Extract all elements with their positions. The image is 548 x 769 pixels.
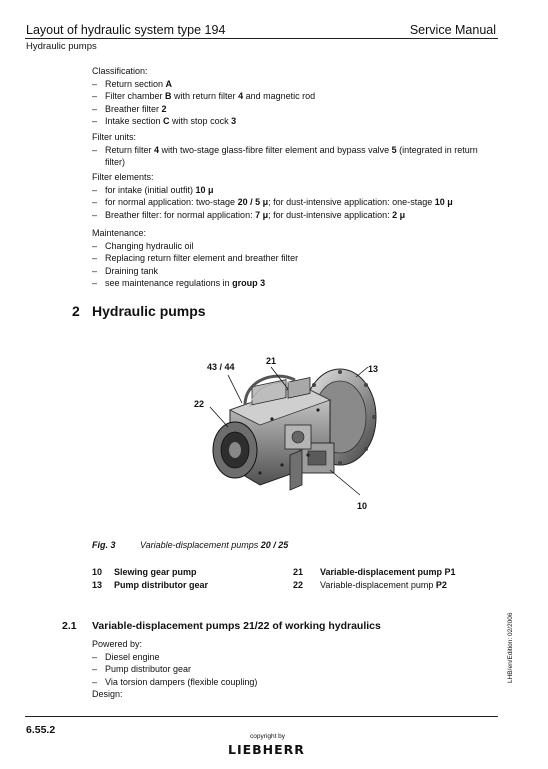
classification-label: Classification: xyxy=(92,66,148,76)
header-divider xyxy=(25,38,498,39)
copyright-text: copyright by xyxy=(250,733,286,740)
filter-elements-block xyxy=(92,171,497,221)
classification-list xyxy=(92,78,497,128)
manual-label: Service Manual xyxy=(409,23,496,37)
list-item: – Breather filter: for normal application: 7 μ; for dust-intensive application: 2 μ xyxy=(92,209,497,222)
legend-item: 10 Slewing gear pump xyxy=(92,567,197,577)
list-item: – Pump distributor gear xyxy=(92,663,497,676)
callout-21: 21 xyxy=(266,356,277,366)
powered-by-block xyxy=(92,638,497,701)
classification-block xyxy=(92,65,497,128)
subsection-heading xyxy=(62,620,381,632)
figure-caption xyxy=(92,540,288,550)
list-item: – Replacing return filter element and breather filter xyxy=(92,252,497,265)
filter-elements-label: Filter elements: xyxy=(92,172,154,182)
list-item: – Intake section C with stop cock 3 xyxy=(92,115,497,128)
brand-logo: LIEBHERR xyxy=(228,742,305,757)
filter-units-block xyxy=(92,131,497,169)
powered-by-label: Powered by: xyxy=(92,639,143,649)
maintenance-block xyxy=(92,227,497,290)
list-item: – Filter chamber B with return filter 4 and magnetic rod xyxy=(92,90,497,103)
hydraulic-pump-illustration xyxy=(190,355,390,510)
section-title: Hydraulic pumps xyxy=(92,303,206,319)
list-item: – see maintenance regulations in group 3 xyxy=(92,277,497,290)
figure-caption-text: Variable-displacement pumps xyxy=(140,540,261,550)
callout-43-44: 43 / 44 xyxy=(207,362,235,372)
list-item: – for normal application: two-stage 20 / 5 μ; for dust-intensive application: one-stage 10 μ xyxy=(92,196,497,209)
list-item: – Breather filter 2 xyxy=(92,103,497,116)
list-item: – Draining tank xyxy=(92,265,497,278)
list-item: – Diesel engine xyxy=(92,651,497,664)
callout-13: 13 xyxy=(368,364,379,374)
section-number: 2 xyxy=(72,303,80,319)
subsection-title: Variable-displacement pumps 21/22 of working hydraulics xyxy=(92,620,381,632)
list-item: – Return section A xyxy=(92,78,497,91)
list-item: – for intake (initial outfit) 10 μ xyxy=(92,184,497,197)
subsection-number: 2.1 xyxy=(62,620,77,632)
legend-item: 21 Variable-displacement pump P1 xyxy=(293,567,456,577)
filter-units-label: Filter units: xyxy=(92,132,137,142)
callout-10: 10 xyxy=(357,501,368,511)
figure-caption-bold: 20 / 25 xyxy=(260,540,289,550)
section-label: Hydraulic pumps xyxy=(26,41,97,52)
list-item: – Changing hydraulic oil xyxy=(92,240,497,253)
document-title: Layout of hydraulic system type 194 xyxy=(26,23,226,37)
page-number: 6.55.2 xyxy=(26,724,56,736)
legend-item: 13 Pump distributor gear xyxy=(92,580,209,590)
design-label: Design: xyxy=(92,689,123,699)
figure-number: Fig. 3 xyxy=(92,540,116,550)
legend-item: 22 Variable-displacement pump P2 xyxy=(293,580,447,590)
maintenance-label: Maintenance: xyxy=(92,228,147,238)
footer-divider xyxy=(25,716,498,717)
list-item: – Via torsion dampers (flexible coupling) xyxy=(92,676,497,689)
list-item: – Return filter 4 with two-stage glass-fibre filter element and bypass valve 5 (integrated in return filter) xyxy=(92,144,497,169)
callout-22: 22 xyxy=(194,399,205,409)
edition-note: LHB/en/Edition: 02/2006 xyxy=(507,612,514,683)
section-heading xyxy=(72,303,206,319)
